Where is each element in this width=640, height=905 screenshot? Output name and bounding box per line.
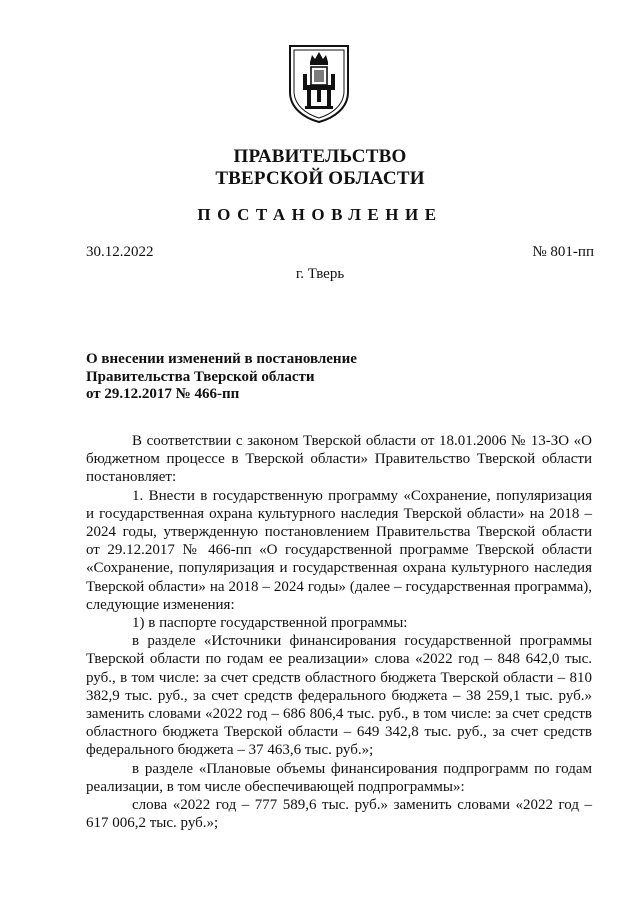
government-title-line2: ТВЕРСКОЙ ОБЛАСТИ [215, 168, 425, 189]
document-subject [86, 351, 446, 404]
body-paragraph: в разделе «Источники финансирования государственной программы Тверской области по годам ее реализации» слова «2022 год – 848 642,0 тыс. руб., в том числе: за счет средств областного бюджета Тверской области – 810 382,9 тыс. руб., за счет средств федерального бюджета – 38 259,1 тыс. руб.» заменить словами «2022 год – 686 806,4 тыс. руб., в том числе: за счет средств областного бюджета Тверской области – 649 342,8 тыс. руб., за счет средств федерального бюджета – 37 463,6 тыс. руб.»; [86, 633, 592, 759]
document-city: г. Тверь [295, 266, 345, 282]
body-paragraph: В соответствии с законом Тверской области от 18.01.2006 № 13-ЗО «О бюджетном процессе в Тверской области» Правительство Тверской области постановляет: [86, 433, 592, 486]
document-date: 30.12.2022 [86, 244, 154, 260]
tver-coat-of-arms-icon [286, 42, 352, 124]
body-paragraph: 1. Внести в государственную программу «Сохранение, популяризация и государственная охрана культурного наследия Тверской области» на 2018 – 2024 годы, утвержденную постановлением Правительства Тверской области от 29.12.2017 № 466-пп «О государственной программе Тверской области «Сохранение, популяризация и государственная охрана культурного наследия Тверской области» на 2018 – 2024 годы» (далее – государственная программа), следующие изменения: [86, 487, 592, 613]
document-number: № 801-пп [532, 244, 594, 260]
subject-line: от 29.12.2017 № 466-пп [86, 386, 240, 402]
subject-line: Правительства Тверской области [86, 368, 315, 385]
body-paragraph: 1) в паспорте государственной программы: [132, 615, 408, 632]
document-body [86, 432, 592, 832]
subject-line: О внесении изменений в постановление [86, 351, 357, 367]
document-type: ПОСТАНОВЛЕНИЕ [197, 205, 443, 224]
body-paragraph: в разделе «Плановые объемы финансирования подпрограмм по годам реализации, в том числе обеспечивающей подпрограммы»: [86, 760, 592, 795]
body-paragraph: слова «2022 год – 777 589,6 тыс. руб.» заменить словами «2022 год – 617 006,2 тыс. руб.»; [86, 797, 592, 832]
government-title-line1: ПРАВИТЕЛЬСТВО [233, 146, 407, 167]
